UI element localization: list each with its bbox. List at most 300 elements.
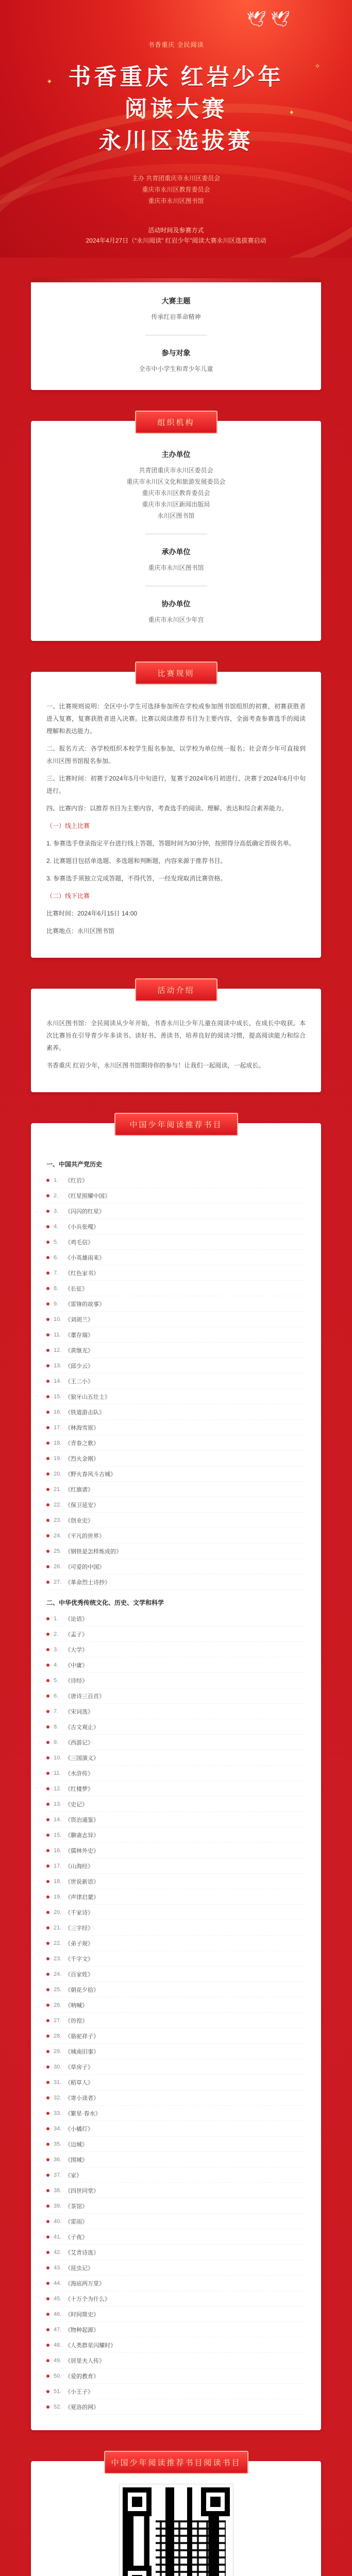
book-number: 6. [54, 1692, 59, 1699]
book-item [46, 2245, 306, 2260]
book-number: 13. [54, 1801, 62, 1807]
bullet-icon [46, 1472, 49, 1476]
host-item: 重庆市永川区新闻出版局 [142, 501, 210, 508]
book-item [46, 2106, 306, 2121]
book-item [46, 2337, 306, 2353]
book-number: 27. [54, 1579, 62, 1585]
book-title: 《山海经》 [65, 1863, 93, 1870]
rules-card [31, 669, 321, 958]
bullet-icon [46, 1395, 49, 1398]
book-title: 《烈火金刚》 [65, 1455, 99, 1462]
hero-note-line: 活动时间及参赛方式 [148, 227, 204, 234]
book-number: 34. [54, 2125, 62, 2132]
book-number: 9. [54, 1739, 59, 1745]
bullet-icon [46, 1534, 49, 1537]
book-item [46, 2368, 306, 2384]
book-item [46, 2307, 306, 2322]
book-item [46, 1296, 306, 1312]
book-number: 52. [54, 2403, 62, 2410]
book-number: 11. [54, 1770, 61, 1776]
book-number: 1. [54, 1177, 59, 1183]
book-item [46, 1404, 306, 1420]
book-item [46, 1544, 306, 1559]
book-title: 《青春之歌》 [65, 1440, 99, 1447]
book-number: 39. [54, 2202, 62, 2209]
bullet-icon [46, 1818, 49, 1821]
section-label-books: 中国少年阅读推荐书目 [114, 1113, 238, 1136]
bullet-icon [46, 1895, 49, 1899]
book-title: 《弟子规》 [65, 1940, 93, 1947]
intro-paragraph: 书香重庆 红岩少年，永川区图书馆期待你的参与！让我们一起阅读，一起成长。 [46, 1062, 265, 1069]
bullet-icon [46, 1426, 49, 1429]
book-item [46, 2075, 306, 2090]
organization-card [31, 418, 321, 641]
theme-title: 大赛主题 [161, 297, 191, 305]
rules-subheading: （一）线上比赛 [46, 822, 90, 829]
intro-card [31, 986, 321, 1092]
bullet-icon [46, 1973, 49, 1976]
host-item: 永川区图书馆 [157, 512, 195, 519]
book-item [46, 2028, 306, 2044]
book-item [46, 1735, 306, 1750]
book-title: 《狼牙山五壮士》 [65, 1394, 110, 1400]
hero-top-tag: 书香重庆 全民阅读 [148, 41, 204, 48]
book-item [46, 2276, 306, 2291]
bullet-icon [46, 2282, 49, 2285]
qr-card [31, 2461, 321, 2576]
bullet-icon [46, 2035, 49, 2038]
book-item [46, 2044, 306, 2059]
book-title: 《野火春风斗古城》 [65, 1471, 116, 1478]
book-group-2 [46, 1611, 306, 2415]
book-title: 《千字文》 [65, 1956, 93, 1962]
bullet-icon [46, 1442, 49, 1445]
book-title: 《雷锋的故事》 [65, 1301, 105, 1308]
bullet-icon [46, 1287, 49, 1290]
book-item [46, 1858, 306, 1874]
bullet-icon [46, 2019, 49, 2022]
intro-content [31, 1012, 321, 1092]
book-item [46, 1982, 306, 1997]
hero-title-line: 阅读大赛 [124, 96, 228, 122]
book-item [46, 2291, 306, 2307]
bullet-icon [46, 2174, 49, 2177]
book-number: 12. [54, 1347, 62, 1353]
rules-subheading: （二）线下比赛 [46, 892, 90, 900]
bullet-icon [46, 2127, 49, 2130]
bullet-icon [46, 1756, 49, 1759]
book-item [46, 2090, 306, 2106]
book-number: 40. [54, 2218, 62, 2225]
book-title: 《创业史》 [65, 1517, 93, 1524]
undertake-block [31, 541, 321, 579]
book-title: 《林海雪原》 [65, 1425, 99, 1431]
book-item [46, 1451, 306, 1466]
bullet-icon [46, 1550, 49, 1553]
book-item [46, 1374, 306, 1389]
book-title: 《平凡的世界》 [65, 1533, 105, 1539]
book-title: 《唐诗三百首》 [65, 1693, 105, 1700]
bullet-icon [46, 1725, 49, 1728]
book-title: 《雷雨》 [65, 2218, 88, 2225]
book-title: 《骆驼祥子》 [65, 2033, 99, 2040]
book-title: 《海底两万里》 [65, 2280, 105, 2287]
book-item [46, 1312, 306, 1327]
book-number: 7. [54, 1269, 59, 1276]
book-number: 3. [54, 1646, 59, 1653]
host-title: 主办单位 [161, 450, 191, 459]
bullet-icon [46, 2158, 49, 2161]
theme-block [31, 282, 321, 328]
bullet-icon [46, 1503, 49, 1506]
book-number: 46. [54, 2311, 62, 2317]
book-title: 《诗经》 [65, 1677, 88, 1684]
section-label-qr: 中国少年阅读推荐书目阅读书目 [104, 2451, 248, 2474]
section-label-org: 组织机构 [135, 411, 217, 434]
book-title: 《世说新语》 [65, 1878, 99, 1885]
book-title: 《朝花夕拾》 [65, 1987, 99, 1993]
book-number: 15. [54, 1832, 62, 1838]
book-title: 《古文观止》 [65, 1724, 99, 1731]
book-item [46, 1219, 306, 1234]
book-number: 22. [54, 1940, 62, 1946]
book-title: 《小兵张嘎》 [65, 1224, 99, 1230]
book-item [46, 1673, 306, 1688]
bullet-icon [46, 1241, 49, 1244]
book-number: 2. [54, 1631, 59, 1637]
book-number: 32. [54, 2094, 62, 2101]
book-title: 《围城》 [65, 2157, 88, 2163]
book-item [46, 1889, 306, 1905]
book-title: 《红岩》 [65, 1177, 88, 1184]
book-title: 《居里夫人传》 [65, 2358, 105, 2364]
bullet-icon [46, 1942, 49, 1945]
book-number: 26. [54, 1563, 62, 1570]
book-title: 《宋词选》 [65, 1708, 93, 1715]
book-title: 《钢铁是怎样炼成的》 [65, 1548, 122, 1555]
book-title: 《西游记》 [65, 1739, 93, 1746]
book-item [46, 1281, 306, 1296]
book-item [46, 1234, 306, 1250]
hero-hint-line: 主办 共青团重庆市永川区委员会 [131, 175, 221, 182]
host-item: 重庆市永川区教育委员会 [142, 489, 210, 497]
book-number: 24. [54, 1971, 62, 1977]
sparkle-icon: ✦ [46, 77, 53, 86]
hero-title-line: 书香重庆 红岩少年 [68, 64, 284, 90]
bullet-icon [46, 1633, 49, 1636]
bullet-icon [46, 1648, 49, 1651]
bullet-icon [46, 2189, 49, 2192]
book-title: 《可爱的中国》 [65, 1564, 105, 1570]
book-number: 45. [54, 2295, 62, 2302]
bullet-icon [46, 1710, 49, 1713]
book-item [46, 1435, 306, 1451]
bullet-icon [46, 1333, 49, 1336]
book-item [46, 1812, 306, 1827]
book-item [46, 2059, 306, 2075]
book-item [46, 2152, 306, 2167]
book-title: 《刘胡兰》 [65, 1316, 93, 1323]
book-title: 《水浒传》 [65, 1770, 93, 1777]
book-title: 《长征》 [65, 1285, 88, 1292]
book-number: 3. [54, 1208, 59, 1214]
book-title: 《黄继光》 [65, 1347, 93, 1354]
book-number: 27. [54, 2017, 62, 2024]
bullet-icon [46, 2220, 49, 2223]
book-title: 《时间简史》 [65, 2311, 99, 2318]
bullet-icon [46, 1256, 49, 1259]
rules-content [31, 695, 321, 958]
bullet-icon [46, 2112, 49, 2115]
bullet-icon [46, 1318, 49, 1321]
book-number: 22. [54, 1501, 62, 1508]
book-title: 《千家诗》 [65, 1909, 93, 1916]
book-number: 35. [54, 2141, 62, 2147]
bullet-icon [46, 1664, 49, 1667]
book-number: 8. [54, 1285, 59, 1292]
host-item: 重庆市永川区文化和旅游发展委员会 [126, 478, 226, 485]
book-number: 36. [54, 2156, 62, 2163]
bullet-icon [46, 1457, 49, 1460]
book-item [46, 1265, 306, 1281]
book-number: 43. [54, 2264, 62, 2271]
sparkle-icon: ✧ [314, 62, 321, 70]
book-item [46, 2167, 306, 2183]
book-title: 《百家姓》 [65, 1971, 93, 1978]
rules-paragraph: 比赛时间：2024年6月15日 14:00 [46, 910, 138, 917]
book-title: 《声律启蒙》 [65, 1894, 99, 1901]
book-title: 《小橘灯》 [65, 2126, 93, 2132]
book-title: 《邱少云》 [65, 1363, 93, 1369]
book-number: 9. [54, 1300, 59, 1307]
book-number: 5. [54, 1239, 59, 1245]
book-title: 《王二小》 [65, 1378, 93, 1385]
book-item [46, 1327, 306, 1343]
hero-hint-line: 重庆市永川区教育委员会 [142, 186, 210, 193]
book-number: 16. [54, 1847, 62, 1854]
bullet-icon [46, 1488, 49, 1491]
book-item [46, 1781, 306, 1797]
bullet-icon [46, 2065, 49, 2069]
book-title: 《铁道游击队》 [65, 1409, 105, 1416]
bullet-icon [46, 1803, 49, 1806]
book-item [46, 1951, 306, 1967]
book-item [46, 1528, 306, 1544]
book-title: 《呐喊》 [65, 2002, 88, 2009]
book-title: 《茶馆》 [65, 2203, 88, 2210]
book-title: 《聊斋志异》 [65, 1832, 99, 1839]
book-item [46, 1827, 306, 1843]
host-item: 共青团重庆市永川区委员会 [139, 467, 213, 474]
book-title: 《红星照耀中国》 [65, 1193, 110, 1199]
undertake-title: 承办单位 [161, 548, 191, 556]
book-title: 《家》 [65, 2172, 82, 2179]
book-number: 31. [54, 2079, 62, 2086]
book-item [46, 1559, 306, 1574]
hero-hint-line: 重庆市永川区图书馆 [148, 197, 204, 205]
book-number: 20. [54, 1909, 62, 1916]
book-item [46, 1920, 306, 1936]
bullet-icon [46, 2328, 49, 2331]
book-number: 11. [54, 1331, 61, 1338]
bullet-icon [46, 1957, 49, 1960]
book-number: 33. [54, 2110, 62, 2116]
book-title: 《资治通鉴》 [65, 1817, 99, 1823]
book-item [46, 2183, 306, 2198]
book-number: 13. [54, 1362, 62, 1369]
book-number: 14. [54, 1816, 62, 1823]
book-number: 4. [54, 1223, 59, 1230]
book-number: 28. [54, 2032, 62, 2039]
book-item [46, 1642, 306, 1657]
rules-paragraph: 四、比赛内容：以推荐书目为主要内容，考查选手的阅读、理解、表达和综合素养能力。 [46, 805, 288, 812]
book-title: 《艾青诗选》 [65, 2249, 99, 2256]
book-item [46, 1482, 306, 1497]
bullet-icon [46, 1349, 49, 1352]
book-title: 《稻草人》 [65, 2079, 93, 2086]
book-title: 《子夜》 [65, 2234, 88, 2241]
bullet-icon [46, 1679, 49, 1682]
book-item [46, 1420, 306, 1435]
book-title: 《闪闪的红星》 [65, 1208, 105, 1215]
book-title: 《红楼梦》 [65, 1786, 93, 1792]
doves-icon: 🕊 🕊 [246, 11, 290, 28]
hero-banner [0, 0, 352, 258]
book-number: 2. [54, 1192, 59, 1199]
bullet-icon [46, 2081, 49, 2084]
sparkle-icon: ✦ [289, 108, 295, 116]
section-label-rules: 比赛规则 [135, 662, 217, 685]
book-item [46, 2198, 306, 2214]
rules-paragraph: 1. 参赛选手登录指定平台进行线上答题，答题时间为30分钟，按照得分高低确定晋级名单。 [46, 840, 295, 847]
bullet-icon [46, 2266, 49, 2269]
book-item [46, 1750, 306, 1766]
theme-text: 传承红岩革命精神 [151, 313, 201, 320]
book-number: 8. [54, 1723, 59, 1730]
bullet-icon [46, 2344, 49, 2347]
book-title: 《中庸》 [65, 1662, 88, 1669]
book-title: 《论语》 [65, 1616, 88, 1622]
book-item [46, 1704, 306, 1719]
book-number: 12. [54, 1785, 62, 1792]
book-title: 《十万个为什么》 [65, 2296, 110, 2302]
book-group-title: 一、中国共产党历史 [46, 1161, 103, 1168]
book-item [46, 1497, 306, 1513]
book-item [46, 1188, 306, 1204]
book-item [46, 1389, 306, 1404]
book-number: 4. [54, 1662, 59, 1668]
book-number: 19. [54, 1455, 62, 1462]
book-number: 50. [54, 2372, 62, 2379]
book-item [46, 2353, 306, 2368]
bullet-icon [46, 1617, 49, 1620]
book-title: 《董存瑞》 [65, 1332, 93, 1338]
book-item [46, 2013, 306, 2028]
book-number: 42. [54, 2249, 62, 2256]
bullet-icon [46, 1694, 49, 1698]
book-item [46, 1626, 306, 1642]
book-item [46, 2214, 306, 2229]
book-item [46, 1173, 306, 1188]
bullet-icon [46, 2205, 49, 2208]
bullet-icon [46, 2235, 49, 2239]
book-title: 《草房子》 [65, 2064, 93, 2071]
book-number: 21. [54, 1486, 62, 1493]
bullet-icon [46, 1565, 49, 1568]
book-number: 25. [54, 1986, 62, 1993]
rules-paragraph: 一、比赛规则说明：全区中小学生可选择参加所在学校或参加图书馆组织的初赛，初赛获胜者进入复赛，复赛获胜者进入决赛。比赛以阅读推荐书目为主要内容，全面考查参赛选手的阅读理解和表达能力。 [46, 703, 306, 735]
bullet-icon [46, 2096, 49, 2099]
book-number: 20. [54, 1470, 62, 1477]
book-number: 21. [54, 1924, 62, 1931]
bullet-icon [46, 2375, 49, 2378]
book-item [46, 1513, 306, 1528]
book-title: 《鸡毛信》 [65, 1239, 93, 1246]
bullet-icon [46, 2313, 49, 2316]
bullet-icon [46, 1772, 49, 1775]
participants-block [31, 343, 321, 390]
book-title: 《小英雄雨来》 [65, 1255, 105, 1261]
bullet-icon [46, 1849, 49, 1852]
book-number: 18. [54, 1878, 62, 1885]
intro-paragraph: 永川区图书馆：全民阅读从少年开始，书香永川让少年儿童在阅读中成长，在成长中收获。本次比赛旨在引导青少年多读书、读好书、善读书，培养良好的阅读习惯，提高阅读能力和综合素养。 [46, 1020, 306, 1052]
book-item [46, 2399, 306, 2415]
book-number: 38. [54, 2187, 62, 2194]
book-item [46, 2229, 306, 2245]
bullet-icon [46, 1926, 49, 1929]
section-label-intro: 活动介绍 [135, 978, 217, 1002]
bullet-icon [46, 1787, 49, 1790]
undertake-item: 重庆市永川区图书馆 [148, 564, 204, 571]
book-number: 26. [54, 2002, 62, 2008]
book-title: 《大学》 [65, 1647, 88, 1653]
book-title: 《人类群星闪耀时》 [65, 2342, 116, 2349]
book-title: 《寄小读者》 [65, 2095, 99, 2102]
book-item [46, 1997, 306, 2013]
assist-title: 协办单位 [161, 600, 191, 608]
bullet-icon [46, 2143, 49, 2146]
bullet-icon [46, 2390, 49, 2393]
book-title: 《繁星·春水》 [65, 2110, 101, 2117]
book-number: 48. [54, 2342, 62, 2348]
bullet-icon [46, 2405, 49, 2409]
book-item [46, 2322, 306, 2337]
book-group-title: 二、中华优秀传统文化、历史、文学和科学 [46, 1599, 164, 1606]
book-title: 《三字经》 [65, 1925, 93, 1931]
rules-paragraph: 2. 比赛题目包括单选题、多选题和判断题，内容来源于推荐书目。 [46, 857, 227, 865]
book-item [46, 2121, 306, 2137]
book-number: 5. [54, 1677, 59, 1684]
book-group-1 [46, 1173, 306, 1590]
bullet-icon [46, 1194, 49, 1197]
bullet-icon [46, 1581, 49, 1584]
bullet-icon [46, 1741, 49, 1744]
book-title: 《红色家书》 [65, 1270, 99, 1277]
book-number: 23. [54, 1517, 62, 1523]
book-item [46, 1688, 306, 1704]
bullet-icon [46, 1302, 49, 1306]
book-title: 《夏洛的网》 [65, 2404, 99, 2411]
bullet-icon [46, 1911, 49, 1914]
book-title: 《物种起源》 [65, 2327, 99, 2333]
qr-code[interactable] [120, 2484, 233, 2576]
book-item [46, 1874, 306, 1889]
book-title: 《红旗谱》 [65, 1486, 93, 1493]
book-item [46, 1657, 306, 1673]
book-title: 《三国演义》 [65, 1755, 99, 1761]
theme-card [31, 278, 321, 390]
book-number: 10. [54, 1316, 62, 1323]
